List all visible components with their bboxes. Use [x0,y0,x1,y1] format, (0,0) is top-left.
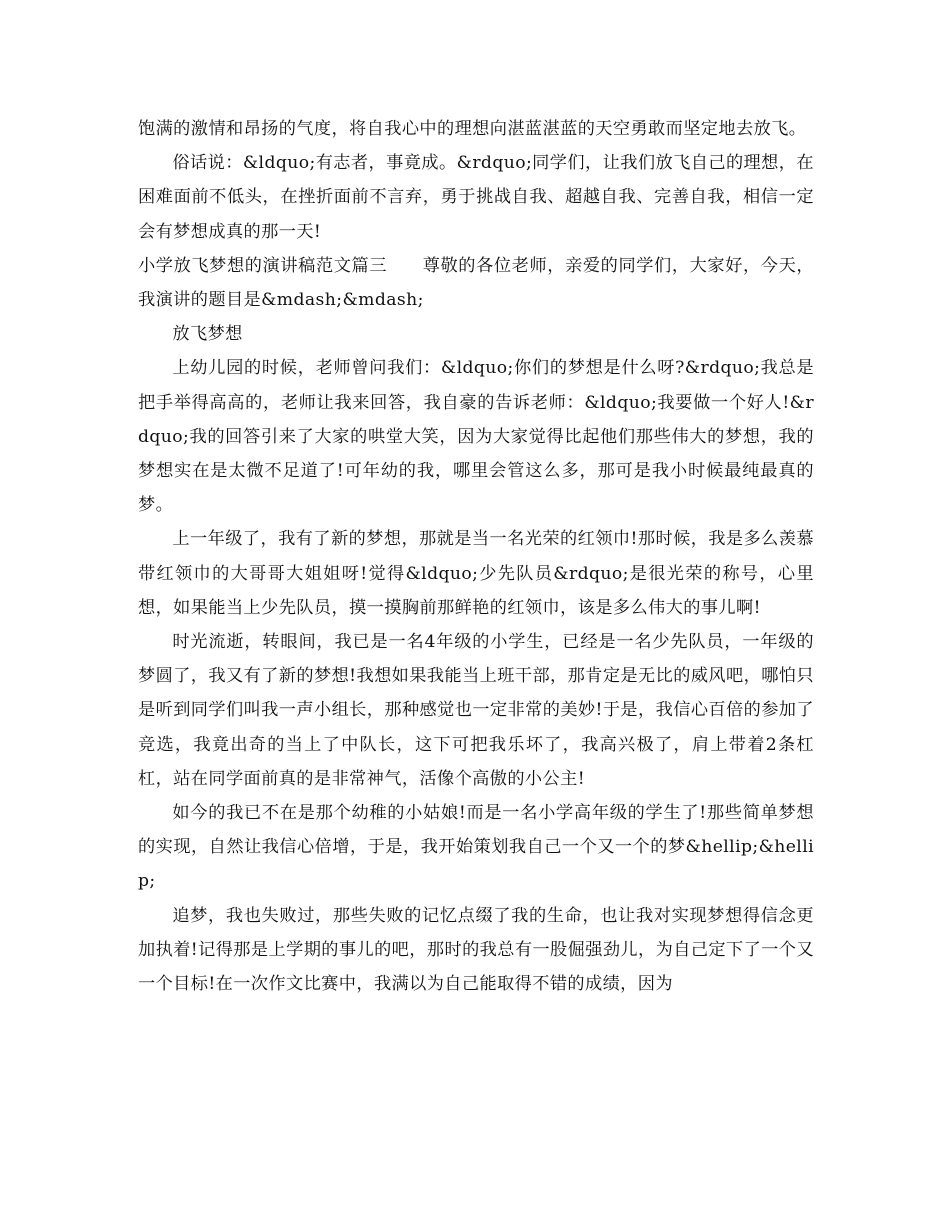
paragraph-6: 上一年级了，我有了新的梦想，那就是当一名光荣的红领巾!那时候，我是多么羡慕带红领巾的大哥哥大姐姐呀!觉得&ldquo;少先队员&rdquo;是很光荣的称号，心里想，如果能当上少先队员，摸一摸胸前那鲜艳的红领巾，该是多么伟大的事儿啊! [138,529,814,618]
paragraph-7: 时光流逝，转眼间，我已是一名4年级的小学生，已经是一名少先队员，一年级的梦圆了，我又有了新的梦想!我想如果我能当上班干部，那肯定是无比的威风吧，哪怕只是听到同学们叫我一声小组长，那种感觉也一定非常的美妙!于是，我信心百倍的参加了竞选，我竟出奇的当上了中队长，这下可把我乐坏了，我高兴极了，肩上带着2条杠杠，站在同学面前真的是非常神气，活像个高傲的小公主! [138,632,814,789]
paragraph-5: 上幼儿园的时候，老师曾问我们：&ldquo;你们的梦想是什么呀?&rdquo;我总是把手举得高高的，老师让我来回答，我自豪的告诉老师：&ldquo;我要做一个好人!&rdquo;我的回答引来了大家的哄堂大笑，因为大家觉得比起他们那些伟大的梦想，我的梦想实在是太微不足道了!可年幼的我，哪里会管这么多，那可是我小时候最纯最真的梦。 [138,358,814,516]
paragraph-4-speech-title: 放飞梦想 [172,324,243,345]
paragraph-8: 如今的我已不在是那个幼稚的小姑娘!而是一名小学高年级的学生了!那些简单梦想的实现，自然让我信心倍增，于是，我开始策划我自己一个又一个的梦&hellip;&hellip; [138,803,814,892]
paragraph-9: 追梦，我也失败过，那些失败的记忆点缀了我的生命，也让我对实现梦想得信念更加执着!记得那是上学期的事儿的吧，那时的我总有一股倔强劲儿，为自己定下了一个又一个目标!在一次作文比赛中，我满以为自己能取得不错的成绩，因为 [138,905,814,995]
paragraph-3-section-heading: 小学放飞梦想的演讲稿范文篇三 尊敬的各位老师，亲爱的同学们，大家好，今天，我演讲的题目是&mdash;&mdash; [138,255,814,311]
paragraph-2: 俗话说：&ldquo;有志者，事竟成。&rdquo;同学们，让我们放飞自己的理想，在困难面前不低头，在挫折面前不言弃，勇于挑战自我、超越自我、完善自我，相信一定会有梦想成真的那一天! [138,153,814,242]
document-body [138,112,814,1001]
paragraph-1: 饱满的激情和昂扬的气度，将自我心中的理想向湛蓝湛蓝的天空勇敢而坚定地去放飞。 [138,119,807,139]
